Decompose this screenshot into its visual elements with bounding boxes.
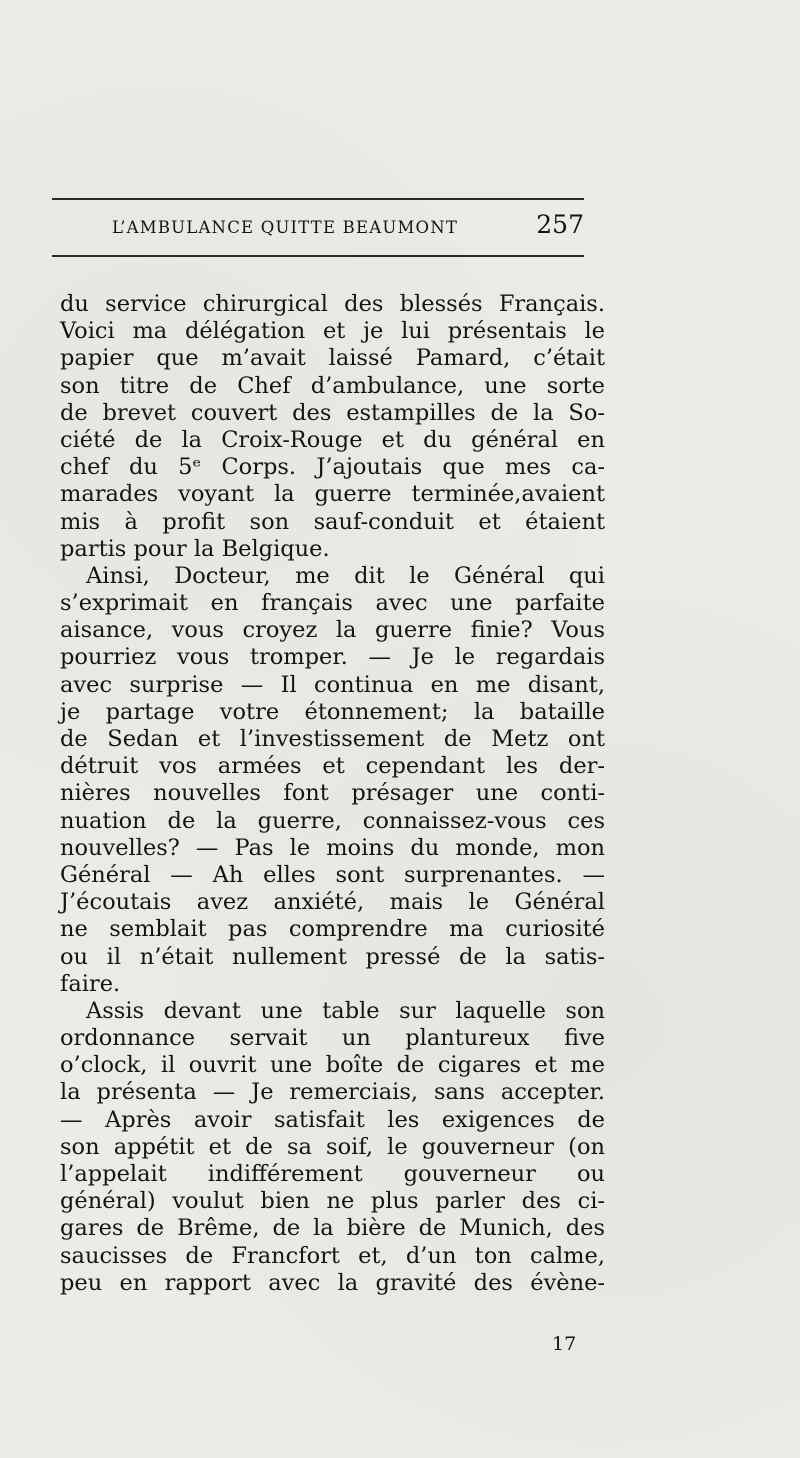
text-line: nières nouvelles font présager une conti-: [60, 780, 605, 807]
text-line: du service chirurgical des blessés Français.: [60, 291, 605, 317]
running-title: L’AMBULANCE QUITTE BEAUMONT: [112, 218, 459, 237]
running-header: [52, 208, 584, 248]
text-line: ou il n’était nullement pressé de la satis-: [60, 943, 605, 970]
text-line: papier que m’avait laissé Pamard, c’était: [60, 345, 605, 372]
text-line: Assis devant une table sur laquelle son: [86, 997, 605, 1024]
text-line: l’appelait indifférement gouverneur ou: [60, 1161, 605, 1187]
text-line: Général — Ah elles sont surprenantes. —: [60, 861, 605, 888]
text-line: pourriez vous tromper. — Je le regardais: [60, 644, 605, 671]
text-line: Voici ma délégation et je lui présentais le: [60, 318, 605, 345]
header-rule-bottom: [52, 255, 584, 257]
text-line: la présenta — Je remerciais, sans accepter.: [60, 1079, 605, 1106]
text-line: ne semblait pas comprendre ma curiosité: [60, 916, 605, 943]
signature-mark: 17: [552, 1333, 577, 1355]
body-text: [60, 291, 605, 1297]
text-line: peu en rapport avec la gravité des évène-: [60, 1269, 605, 1296]
text-line: gares de Brême, de la bière de Munich, des: [60, 1215, 605, 1242]
text-line: chef du 5ᵉ Corps. J’ajoutais que mes ca-: [60, 454, 605, 481]
text-line: nouvelles? — Pas le moins du monde, mon: [60, 834, 605, 861]
text-line: — Après avoir satisfait les exigences de: [60, 1106, 605, 1133]
text-line: mis à profit son sauf-conduit et étaient: [60, 508, 605, 535]
text-line: avec surprise — Il continua en me disant,: [60, 671, 605, 698]
text-line: saucisses de Francfort et, d’un ton calme,: [60, 1242, 605, 1269]
text-line: marades voyant la guerre terminée,avaient: [60, 481, 605, 508]
text-line: o’clock, il ouvrit une boîte de cigares et me: [60, 1052, 605, 1079]
text-line: J’écoutais avez anxiété, mais le Général: [60, 889, 605, 916]
text-line: son appétit et de sa soif, le gouverneur (on: [60, 1133, 605, 1160]
text-line: détruit vos armées et cependant les der-: [60, 753, 605, 780]
text-line: son titre de Chef d’ambulance, une sorte: [60, 372, 605, 399]
text-line: faire.: [60, 970, 121, 997]
text-line: ciété de la Croix-Rouge et du général en: [60, 426, 605, 453]
header-rule-top: [52, 198, 584, 200]
text-line: s’exprimait en français avec une parfaite: [60, 590, 605, 617]
text-line: partis pour la Belgique.: [60, 535, 330, 562]
text-line: nuation de la guerre, connaissez-vous ces: [60, 807, 605, 834]
text-line: de Sedan et l’investissement de Metz ont: [60, 726, 605, 752]
text-line: ordonnance servait un plantureux five: [60, 1025, 605, 1052]
page-number: 257: [536, 210, 584, 239]
text-line: général) voulut bien ne plus parler des ci-: [60, 1188, 605, 1215]
text-line: aisance, vous croyez la guerre finie? Vous: [60, 617, 605, 644]
text-line: Ainsi, Docteur, me dit le Général qui: [86, 562, 605, 589]
text-line: je partage votre étonnement; la bataille: [60, 698, 605, 725]
text-line: de brevet couvert des estampilles de la So-: [60, 399, 605, 426]
